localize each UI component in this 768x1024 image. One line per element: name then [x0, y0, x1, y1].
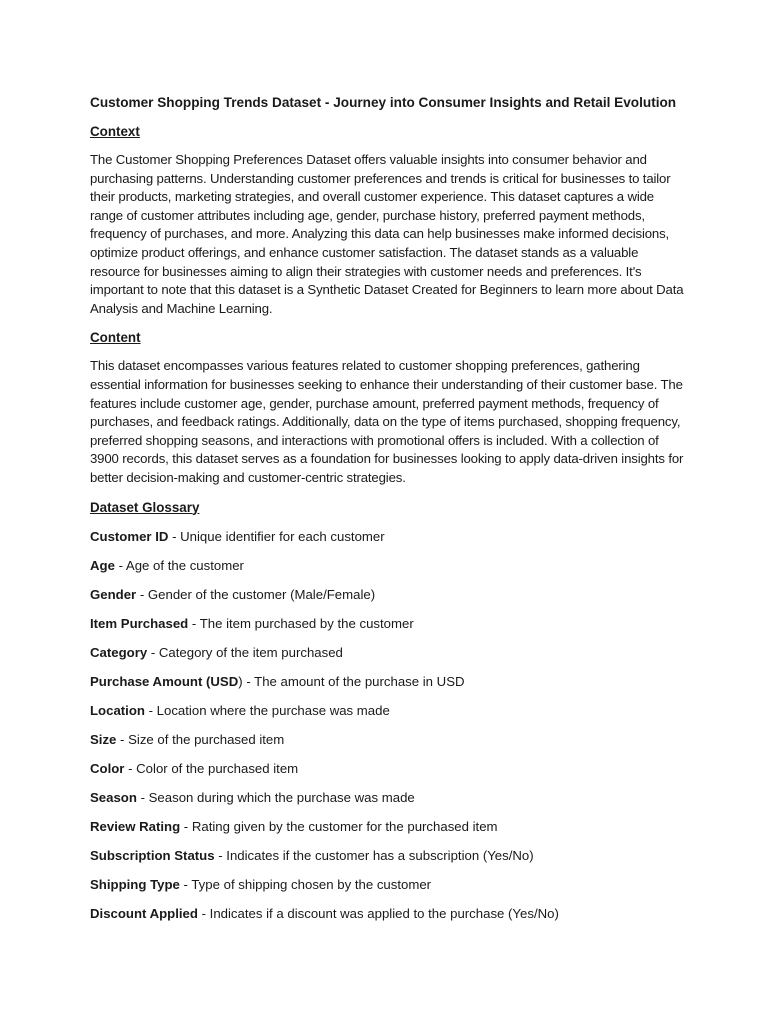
glossary-description: ) - The amount of the purchase in USD	[238, 673, 465, 689]
document-page	[90, 93, 686, 933]
glossary-description: - Indicates if the customer has a subscription (Yes/No)	[214, 847, 534, 863]
glossary-description: - Unique identifier for each customer	[168, 528, 385, 544]
glossary-item-category	[90, 643, 686, 662]
glossary-description: - Category of the item purchased	[147, 644, 343, 660]
glossary-item-subscription-status	[90, 846, 686, 865]
glossary-item-customer-id	[90, 527, 686, 546]
glossary-item-purchase-amount	[90, 672, 686, 691]
glossary-term: Review Rating	[90, 818, 181, 834]
glossary-item-gender	[90, 585, 686, 604]
glossary-description: - Age of the customer	[114, 557, 244, 573]
glossary-description: - Indicates if a discount was applied to the purchase (Yes/No)	[197, 905, 559, 921]
glossary-term: Item Purchased	[90, 615, 189, 631]
glossary-term: Season	[90, 789, 137, 805]
glossary-term: Age	[90, 557, 115, 573]
glossary-description: - Location where the purchase was made	[144, 702, 390, 718]
glossary-description: - Size of the purchased item	[116, 731, 285, 747]
glossary-description: - Type of shipping chosen by the customer	[179, 876, 432, 892]
glossary-item-discount-applied	[90, 904, 686, 923]
glossary-term: Size	[90, 731, 117, 747]
glossary-term: Color	[90, 760, 125, 776]
glossary-item-size	[90, 730, 686, 749]
glossary-item-review-rating	[90, 817, 686, 836]
glossary-item-season	[90, 788, 686, 807]
glossary-term: Customer ID	[90, 528, 169, 544]
glossary-item-color	[90, 759, 686, 778]
glossary-term: Gender	[90, 586, 137, 602]
context-paragraph: The Customer Shopping Preferences Dataset offers valuable insights into consumer behavior and purchasing patterns. Understanding customer preferences and trends is critical for businesses to tailor their products, marketing strategies, and overall customer experience. This dataset captures a wide range of customer attributes including age, gender, purchase history, preferred payment methods, frequency of purchases, and more. Analyzing this data can help businesses make informed decisions, optimize product offerings, and enhance customer satisfaction. The dataset stands as a valuable resource for businesses aiming to align their strategies with customer needs and preferences. It's important to note that this dataset is a Synthetic Dataset Created for Beginners to learn more about Data Analysis and Machine Learning.	[90, 152, 684, 316]
glossary-term: Category	[90, 644, 148, 660]
glossary-description: - The item purchased by the customer	[188, 615, 414, 631]
glossary-description: - Gender of the customer (Male/Female)	[136, 586, 376, 602]
glossary-heading: Dataset Glossary	[90, 499, 200, 515]
glossary-item-age	[90, 556, 686, 575]
glossary-description: - Color of the purchased item	[124, 760, 299, 776]
glossary-description: - Season during which the purchase was made	[136, 789, 415, 805]
glossary-term: Subscription Status	[90, 847, 215, 863]
glossary-list	[90, 527, 686, 923]
glossary-term: Shipping Type	[90, 876, 180, 892]
glossary-item-shipping-type	[90, 875, 686, 894]
glossary-term: Discount Applied	[90, 905, 198, 921]
glossary-item-item-purchased	[90, 614, 686, 633]
document-title: Customer Shopping Trends Dataset - Journey into Consumer Insights and Retail Evolution	[90, 95, 677, 110]
glossary-term: Purchase Amount (USD	[90, 673, 239, 689]
glossary-description: - Rating given by the customer for the purchased item	[180, 818, 498, 834]
context-heading: Context	[90, 124, 140, 139]
content-paragraph: This dataset encompasses various features related to customer shopping preferences, gathering essential information for businesses seeking to enhance their understanding of their customer base. The features include customer age, gender, purchase amount, preferred payment methods, frequency of purchases, and feedback ratings. Additionally, data on the type of items purchased, shopping frequency, preferred shopping seasons, and interactions with promotional offers is included. With a collection of 3900 records, this dataset serves as a foundation for businesses looking to apply data-driven insights for better decision-making and customer-centric strategies.	[90, 358, 684, 485]
glossary-term: Location	[90, 702, 145, 718]
content-heading: Content	[90, 330, 141, 346]
glossary-item-location	[90, 701, 686, 720]
